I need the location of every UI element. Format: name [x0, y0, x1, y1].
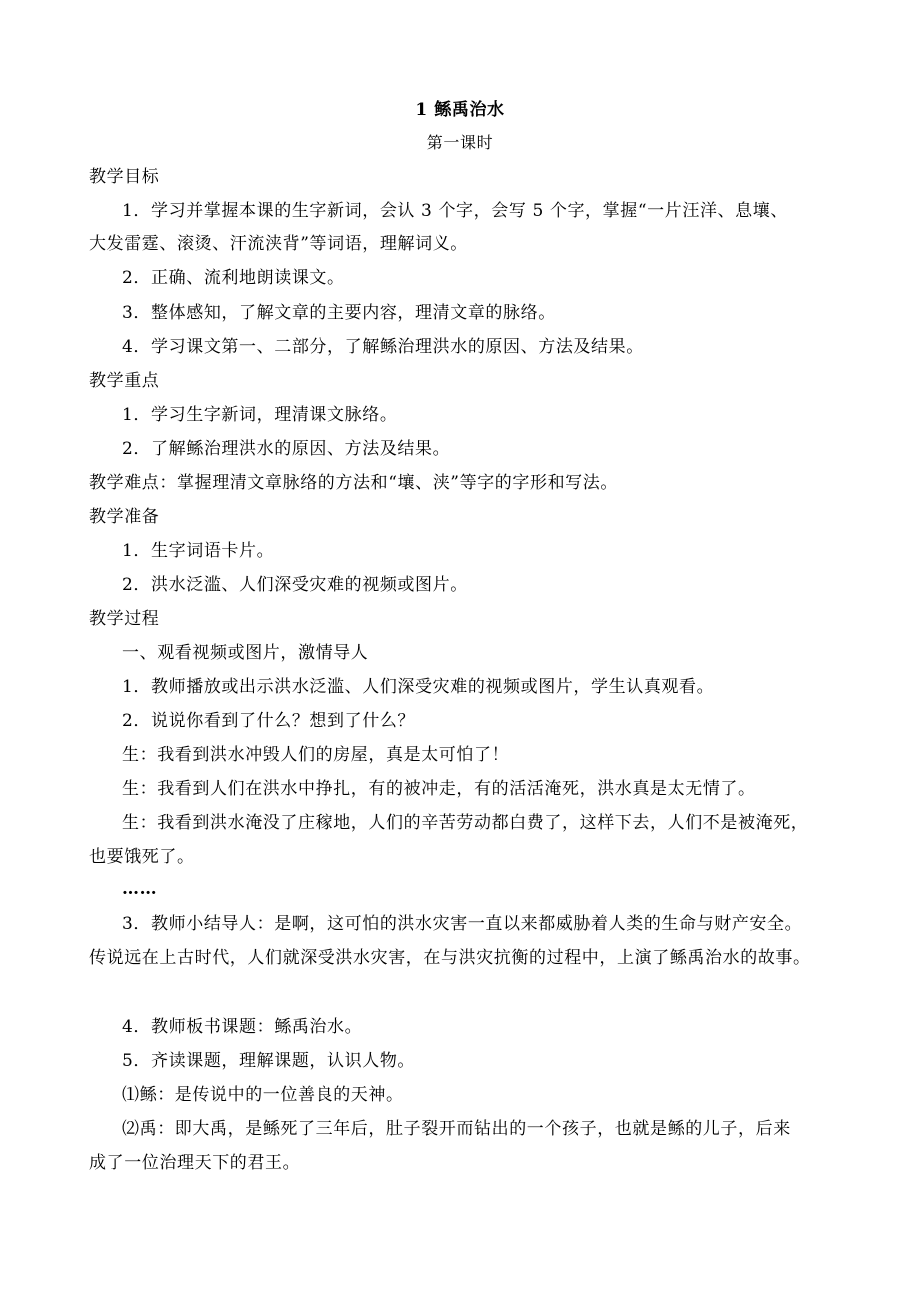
paragraph-line: 成了一位治理天下的君王。	[89, 1153, 301, 1173]
paragraph-line: 1．生字词语卡片。	[122, 541, 275, 561]
paragraph-line: 1．教师播放或出示洪水泛滥、人们深受灾难的视频或图片，学生认真观看。	[122, 677, 715, 697]
paragraph-line: 2．了解鲧治理洪水的原因、方法及结果。	[122, 439, 451, 459]
document-title: 1 鲧禹治水	[415, 100, 505, 120]
paragraph-line: ⑵禹：即大禹，是鲧死了三年后，肚子裂开而钻出的一个孩子，也就是鲧的儿子，后来	[122, 1119, 791, 1139]
paragraph-line: 生：我看到洪水淹没了庄稼地，人们的辛苦劳动都白费了，这样下去，人们不是被淹死，	[122, 813, 809, 833]
paragraph-line: ⑴鲧：是传说中的一位善良的天神。	[122, 1085, 404, 1105]
section-heading: 教学准备	[89, 507, 160, 527]
paragraph-line: 2．洪水泛滥、人们深受灾难的视频或图片。	[122, 575, 468, 595]
paragraph-line: 2．正确、流利地朗读课文。	[122, 268, 345, 288]
paragraph-line: 也要饿死了。	[89, 847, 195, 867]
paragraph-line: 一、观看视频或图片，激情导人	[122, 643, 369, 663]
paragraph-line: 1．学习并掌握本课的生字新词，会认 3 个字，会写 5 个字，掌握“一片汪洋、息壤、	[122, 201, 788, 221]
ellipsis: ……	[122, 879, 158, 899]
paragraph-line: 生：我看到洪水冲毁人们的房屋，真是太可怕了！	[122, 745, 510, 765]
section-heading: 教学重点	[89, 371, 160, 391]
paragraph-line: 大发雷霆、滚烫、汗流浃背”等词语，理解词义。	[89, 234, 468, 254]
paragraph-line: 1．学习生字新词，理清课文脉络。	[122, 405, 398, 425]
section-heading: 教学难点：掌握理清文章脉络的方法和“壤、浃”等字的字形和写法。	[89, 473, 618, 493]
document-subtitle: 第一课时	[426, 133, 494, 152]
paragraph-line: 传说远在上古时代，人们就深受洪水灾害，在与洪灾抗衡的过程中，上演了鲧禹治水的故事。	[89, 948, 811, 968]
paragraph-line: 3．整体感知，了解文章的主要内容，理清文章的脉络。	[122, 303, 556, 323]
paragraph-line: 4．学习课文第一、二部分，了解鲧治理洪水的原因、方法及结果。	[122, 337, 644, 357]
paragraph-line: 生：我看到人们在洪水中挣扎，有的被冲走，有的活活淹死，洪水真是太无情了。	[122, 779, 756, 799]
section-heading: 教学过程	[89, 609, 160, 629]
paragraph-line: 4．教师板书课题：鲧禹治水。	[122, 1017, 363, 1037]
section-heading: 教学目标	[89, 167, 160, 187]
paragraph-line: 3．教师小结导人：是啊，这可怕的洪水灾害一直以来都威胁着人类的生命与财产安全。	[122, 914, 803, 934]
paragraph-line: 5．齐读课题，理解课题，认识人物。	[122, 1051, 416, 1071]
paragraph-line: 2．说说你看到了什么？想到了什么？	[122, 711, 416, 731]
